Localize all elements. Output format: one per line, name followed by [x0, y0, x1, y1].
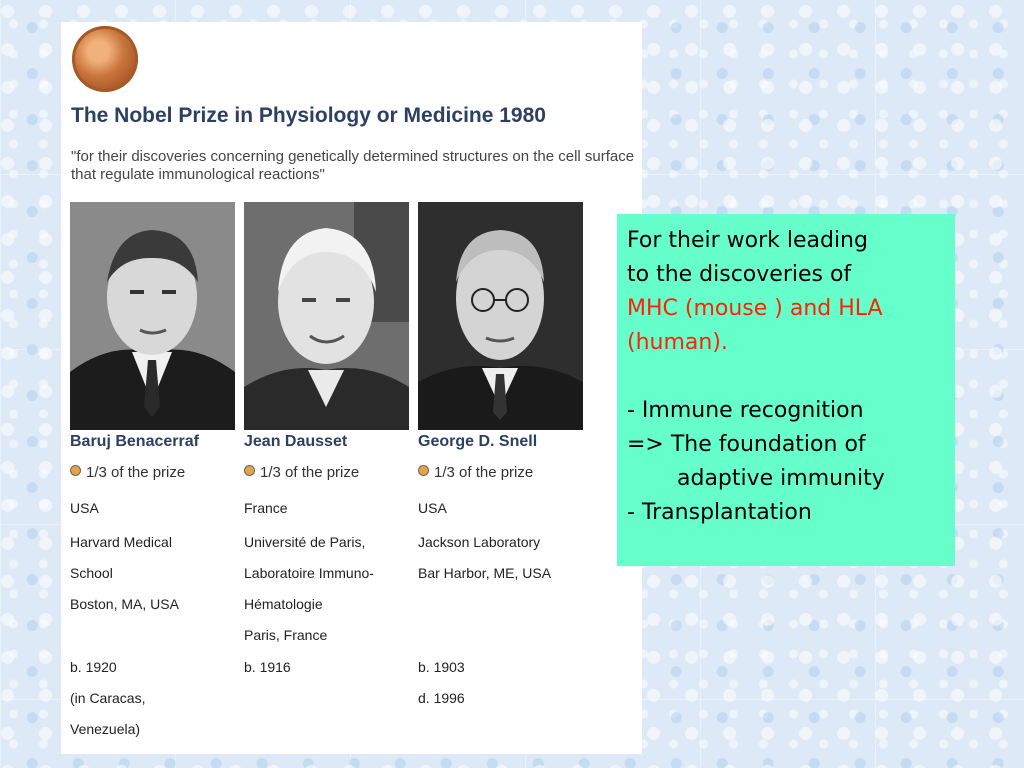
clock-icon	[418, 465, 429, 476]
note-highlight-line: MHC (mouse ) and HLA	[627, 296, 883, 321]
laureate-photo	[418, 202, 583, 430]
clock-icon	[244, 465, 255, 476]
laureate-card-snell	[418, 202, 583, 706]
birth-line: (in Caracas,	[70, 690, 146, 706]
affiliation-line: Jackson Laboratory	[418, 534, 541, 550]
clock-icon	[70, 465, 81, 476]
prize-share: 1/3 of the prize	[70, 464, 185, 481]
affiliation-line: Harvard Medical	[70, 534, 172, 550]
nobel-medal-icon	[72, 26, 138, 92]
affiliation-line: Bar Harbor, ME, USA	[418, 565, 552, 581]
birth-line: b. 1920	[70, 659, 117, 675]
affiliation-line: Paris, France	[244, 627, 328, 643]
note-line: - Transplantation	[627, 500, 812, 525]
affiliation-line: School	[70, 565, 113, 581]
note-line: - Immune recognition	[627, 398, 864, 423]
affiliation-line: Hématologie	[244, 596, 323, 612]
affiliation-line: Université de Paris,	[244, 534, 366, 550]
affiliation-line: Laboratoire Immuno-	[244, 565, 374, 581]
laureate-photo	[244, 202, 409, 430]
page-title: The Nobel Prize in Physiology or Medicine 1980	[71, 104, 546, 127]
laureate-name: Jean Dausset	[244, 433, 348, 450]
laureate-country: France	[244, 500, 288, 516]
laureate-photo	[70, 202, 235, 430]
prize-share: 1/3 of the prize	[244, 464, 359, 481]
laureate-card-dausset	[244, 202, 409, 675]
note-line: to the discoveries of	[627, 262, 852, 287]
note-spacer	[627, 360, 945, 394]
affiliation-line: Boston, MA, USA	[70, 596, 179, 612]
note-highlight-line: (human).	[627, 330, 728, 355]
summary-note-box	[617, 214, 955, 566]
laureate-card-benacerraf	[70, 202, 235, 737]
birth-line: b. 1916	[244, 659, 291, 675]
birth-line: Venezuela)	[70, 721, 141, 737]
prize-share: 1/3 of the prize	[418, 464, 533, 481]
note-line: For their work leading	[627, 228, 868, 253]
laureate-name: George D. Snell	[418, 433, 538, 450]
laureate-country: USA	[70, 500, 99, 516]
note-line: => The foundation of	[627, 432, 866, 457]
prize-motivation: "for their discoveries concerning genetically determined structures on the cell surface that regulate immunological reactions"	[71, 148, 635, 183]
note-line: adaptive immunity	[677, 466, 885, 491]
birth-line: b. 1903	[418, 659, 465, 675]
laureate-country: USA	[418, 500, 447, 516]
birth-line: d. 1996	[418, 690, 465, 706]
nobel-info-panel	[61, 22, 642, 754]
laureate-name: Baruj Benacerraf	[70, 433, 199, 450]
